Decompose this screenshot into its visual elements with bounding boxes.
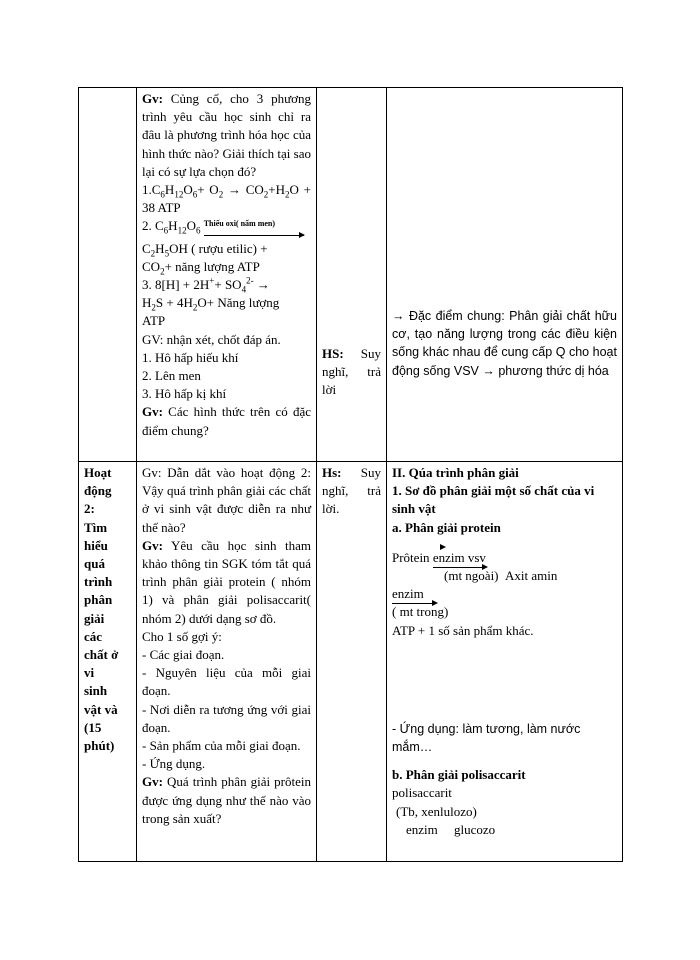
gv-intro: Gv: Dẫn dắt vào hoạt động 2: Vậy quá trình phân giải các chất ở vi sinh vật được diễn ra như thế nào? — [142, 465, 311, 535]
equation-3: 3. $8[H] + 2H^++ SO_4^{2-}$ → $H_2S + 4H_2O+$ Năng lượng ATP — [142, 275, 280, 329]
answer-2: 2. Lên men — [142, 368, 201, 384]
section-heading: II. Qúa trình phân giải — [392, 465, 519, 480]
gv-label: Gv: — [142, 91, 163, 106]
poli-word: polisaccarit — [392, 785, 452, 801]
arrow-icon: → — [227, 182, 241, 198]
content-cell — [387, 88, 623, 462]
heading-polisaccarit: b. Phân giải polisaccarit — [392, 767, 526, 783]
answer-3: 3. Hô hấp kị khí — [142, 386, 227, 402]
enzyme-2: enzim — [392, 585, 617, 603]
teacher-cell — [137, 462, 317, 862]
heading-protein: a. Phân giải protein — [392, 519, 501, 535]
arrow-icon: → — [256, 277, 270, 293]
activity-cell: Hoạt động 2: Tìm hiểu quá trình phân giải các chất ở vi sinh vật và (15 phút) — [79, 462, 137, 862]
enzyme-arrow: enzim vsv — [433, 549, 486, 567]
common-feature-tail: phương thức dị hóa — [498, 363, 609, 378]
table-row — [79, 462, 623, 862]
hint-title: Cho 1 số gợi ý: — [142, 628, 222, 644]
hint-item: - Nguyên liệu của mỗi giai đoạn. — [142, 665, 311, 699]
equation-2: 2. $C_6H_{12}O_6$ Thiếu oxi( nấm men) $C_2H_5OH$ ( rượu etilic) + $CO_2+$ năng lượng ATP — [142, 217, 311, 276]
hint-item: - Các giai đoạn. — [142, 647, 225, 663]
hs-text: Suy nghĩ, trả lời — [322, 346, 381, 398]
gv-task: Yêu cầu học sinh tham khảo thông tin SGK tóm tắt quá trình phân giải protein ( nhóm 1) và phân giải polisaccarit( nhóm 2) dưới dạng sơ đồ. — [142, 537, 311, 626]
poli-diagram: enzim glucozo — [406, 821, 496, 837]
hint-item: - Ứng dụng. — [142, 756, 206, 772]
gv-label: Gv: — [142, 404, 163, 420]
student-cell — [317, 88, 387, 462]
protein-diagram-2: (mt ngoài) Axit amin — [444, 568, 558, 584]
lesson-table — [78, 87, 623, 862]
gv-intro: Củng cố, cho 3 phương trình yêu cầu học sinh chỉ ra đâu là phương trình hóa học của hình thức nào? Giải thích tại sao lại có sự lựa chọn đó? — [142, 91, 312, 179]
gv-label: Gv: — [142, 537, 163, 553]
env-2: ( mt trong) — [392, 604, 449, 620]
gv-question: Các hình thức trên có đặc điểm chung? — [142, 404, 311, 438]
equation-1: $1.C_6H_{12}O_6+ O_2 \to CO_2+H_2O + 38$ ATP — [142, 182, 312, 216]
application: - Ứng dụng: làm tương, làm nước mắm… — [392, 721, 581, 755]
activity-cell — [79, 88, 137, 462]
reaction-arrow: Thiếu oxi( nấm men) — [204, 215, 304, 235]
arrow-icon: → — [392, 309, 405, 323]
hint-item: - Nơi diễn ra tương ứng với giai đoạn. — [142, 701, 311, 735]
gv-label: Gv: — [142, 774, 163, 790]
atp-line: ATP + 1 số sản phẩm khác. — [392, 622, 534, 638]
hs-label: Hs: — [322, 465, 342, 480]
arrow-icon: → — [482, 363, 495, 378]
gv-remark: GV: nhận xét, chốt đáp án. — [142, 331, 281, 347]
hs-text: Suy nghĩ, trả lời. — [322, 465, 381, 517]
small-arrow — [392, 537, 617, 549]
protein-diagram: Prôtein enzim vsv — [392, 549, 617, 567]
hint-item: - Sản phẩm của mỗi giai đoạn. — [142, 738, 301, 754]
teacher-cell — [137, 88, 317, 462]
common-feature: Đặc điểm chung: Phân giải chất hữu cơ, tạo năng lượng trong các điều kiện sống khác nhau để cung cấp Q cho hoạt động sống VSV — [392, 309, 617, 378]
answer-1: 1. Hô hấp hiếu khí — [142, 349, 239, 365]
hs-label: HS: — [322, 346, 344, 361]
content-cell — [387, 462, 623, 862]
student-cell — [317, 462, 387, 862]
subsection-heading: 1. Sơ đồ phân giải một số chất của vi sinh vật — [392, 483, 595, 517]
poli-kind: (Tb, xenlulozo) — [396, 803, 477, 819]
table-row — [79, 88, 623, 462]
gv-question: Quá trình phân giải prôtein được ứng dụng như thế nào vào trong sản xuất? — [142, 774, 311, 826]
